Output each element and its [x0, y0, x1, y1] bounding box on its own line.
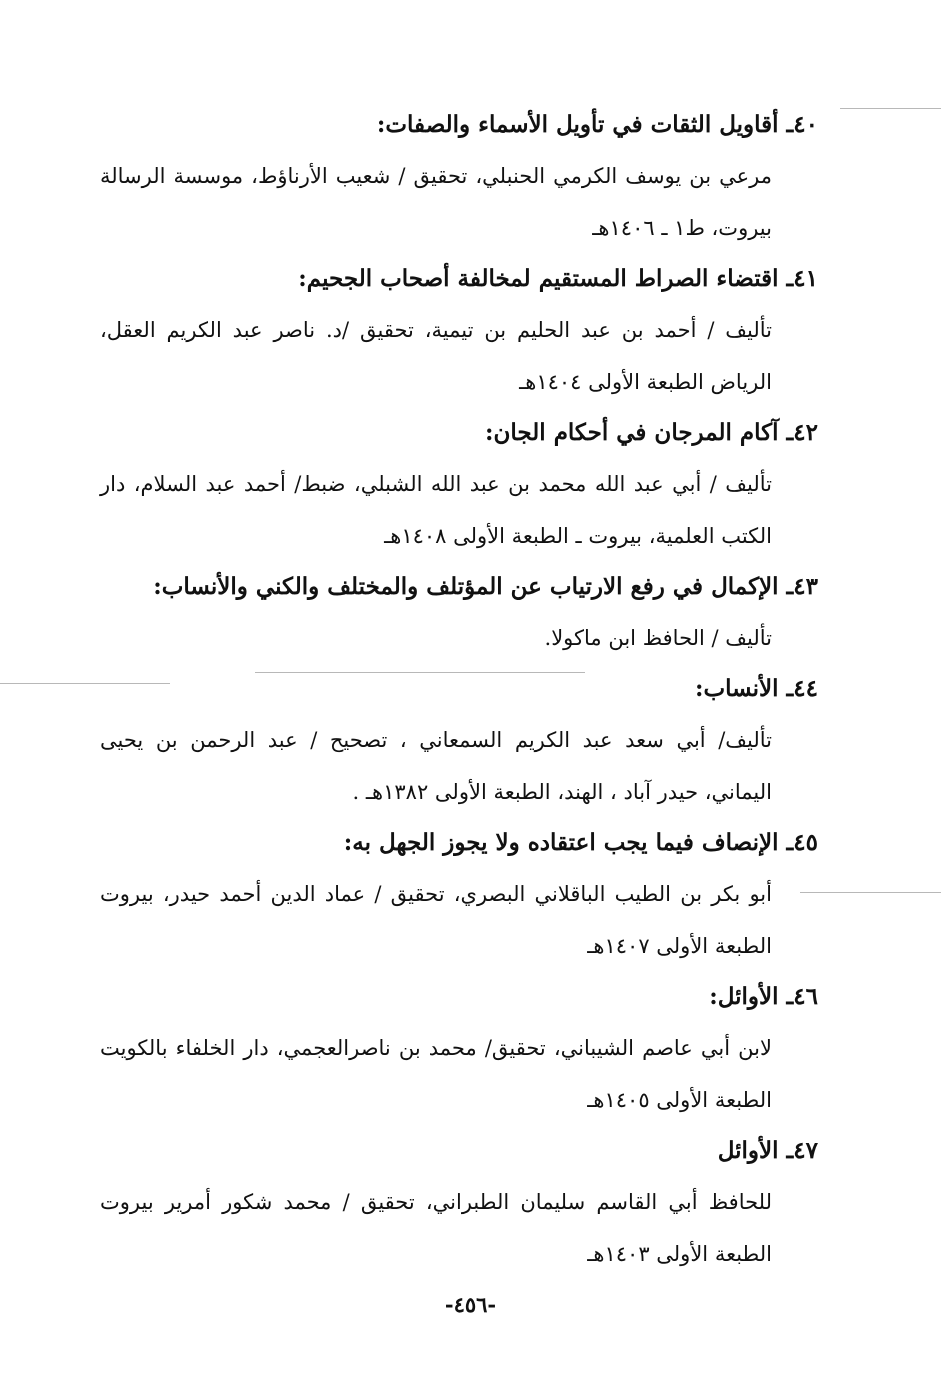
scan-artifact-line — [840, 108, 941, 109]
bibliography-entry — [100, 818, 818, 972]
entry-text: مرعي بن يوسف الكرمي الحنبلي، تحقيق / شعيب الأرناؤط، موسسة الرسالة بيروت، ط١ ـ ١٤٠٦هـ — [100, 164, 772, 240]
entry-text: تأليف / الحافظ ابن ماكولا. — [544, 626, 772, 650]
entry-heading: ٤٤ـ الأنساب: — [694, 675, 818, 702]
entry-text: لابن أبي عاصم الشيباني، تحقيق/ محمد بن ناصرالعجمي، دار الخلفاء بالكويت الطبعة الأولى ١٤٠٥هـ — [100, 1036, 772, 1112]
entry-text: للحافظ أبي القاسم سليمان الطبراني، تحقيق / محمد شكور أمرير بيروت الطبعة الأولى ١٤٠٣هـ — [100, 1190, 772, 1266]
bibliography-entry — [100, 100, 818, 254]
entry-heading: ٤٠ـ أقاويل الثقات في تأويل الأسماء والصفات: — [376, 111, 818, 138]
entry-heading: ٤٣ـ الإكمال في رفع الارتياب عن المؤتلف والمختلف والكني والأنساب: — [153, 573, 818, 600]
bibliography-entry — [100, 562, 818, 664]
bibliography-entry — [100, 254, 818, 408]
entry-text: تأليف / أحمد بن عبد الحليم بن تيمية، تحقيق /د. ناصر عبد الكريم العقل، الرياض الطبعة الأولى ١٤٠٤هـ — [100, 318, 772, 394]
entry-text: تأليف/ أبي سعد عبد الكريم السمعاني ، تصحيح / عبد الرحمن بن يحيى اليماني، حيدر آباد ، الهند، الطبعة الأولى ١٣٨٢هـ . — [100, 728, 772, 804]
entry-heading: ٤١ـ اقتضاء الصراط المستقيم لمخالفة أصحاب الجحيم: — [298, 265, 818, 292]
entry-heading: ٤٥ـ الإنصاف فيما يجب اعتقاده ولا يجوز الجهل به: — [343, 829, 818, 856]
scan-artifact-line — [800, 892, 941, 893]
page-number: -٤٥٦- — [444, 1292, 497, 1317]
bibliography-entry — [100, 664, 818, 818]
entry-heading: ٤٧ـ الأوائل — [717, 1137, 818, 1164]
bibliography-list — [100, 100, 818, 1280]
bibliography-entry — [100, 972, 818, 1126]
bibliography-entry — [100, 1126, 818, 1280]
entry-text: تأليف / أبي عبد الله محمد بن عبد الله الشبلي، ضبط/ أحمد عبد السلام، دار الكتب العلمية، بيروت ـ الطبعة الأولى ١٤٠٨هـ — [100, 472, 772, 548]
bibliography-entry — [100, 408, 818, 562]
entry-text: أبو بكر بن الطيب الباقلاني البصري، تحقيق / عماد الدين أحمد حيدر، بيروت الطبعة الأولى ١٤٠٧هـ — [100, 882, 772, 958]
entry-heading: ٤٦ـ الأوائل: — [709, 983, 818, 1010]
entry-heading: ٤٢ـ آكام المرجان في أحكام الجان: — [485, 419, 818, 446]
